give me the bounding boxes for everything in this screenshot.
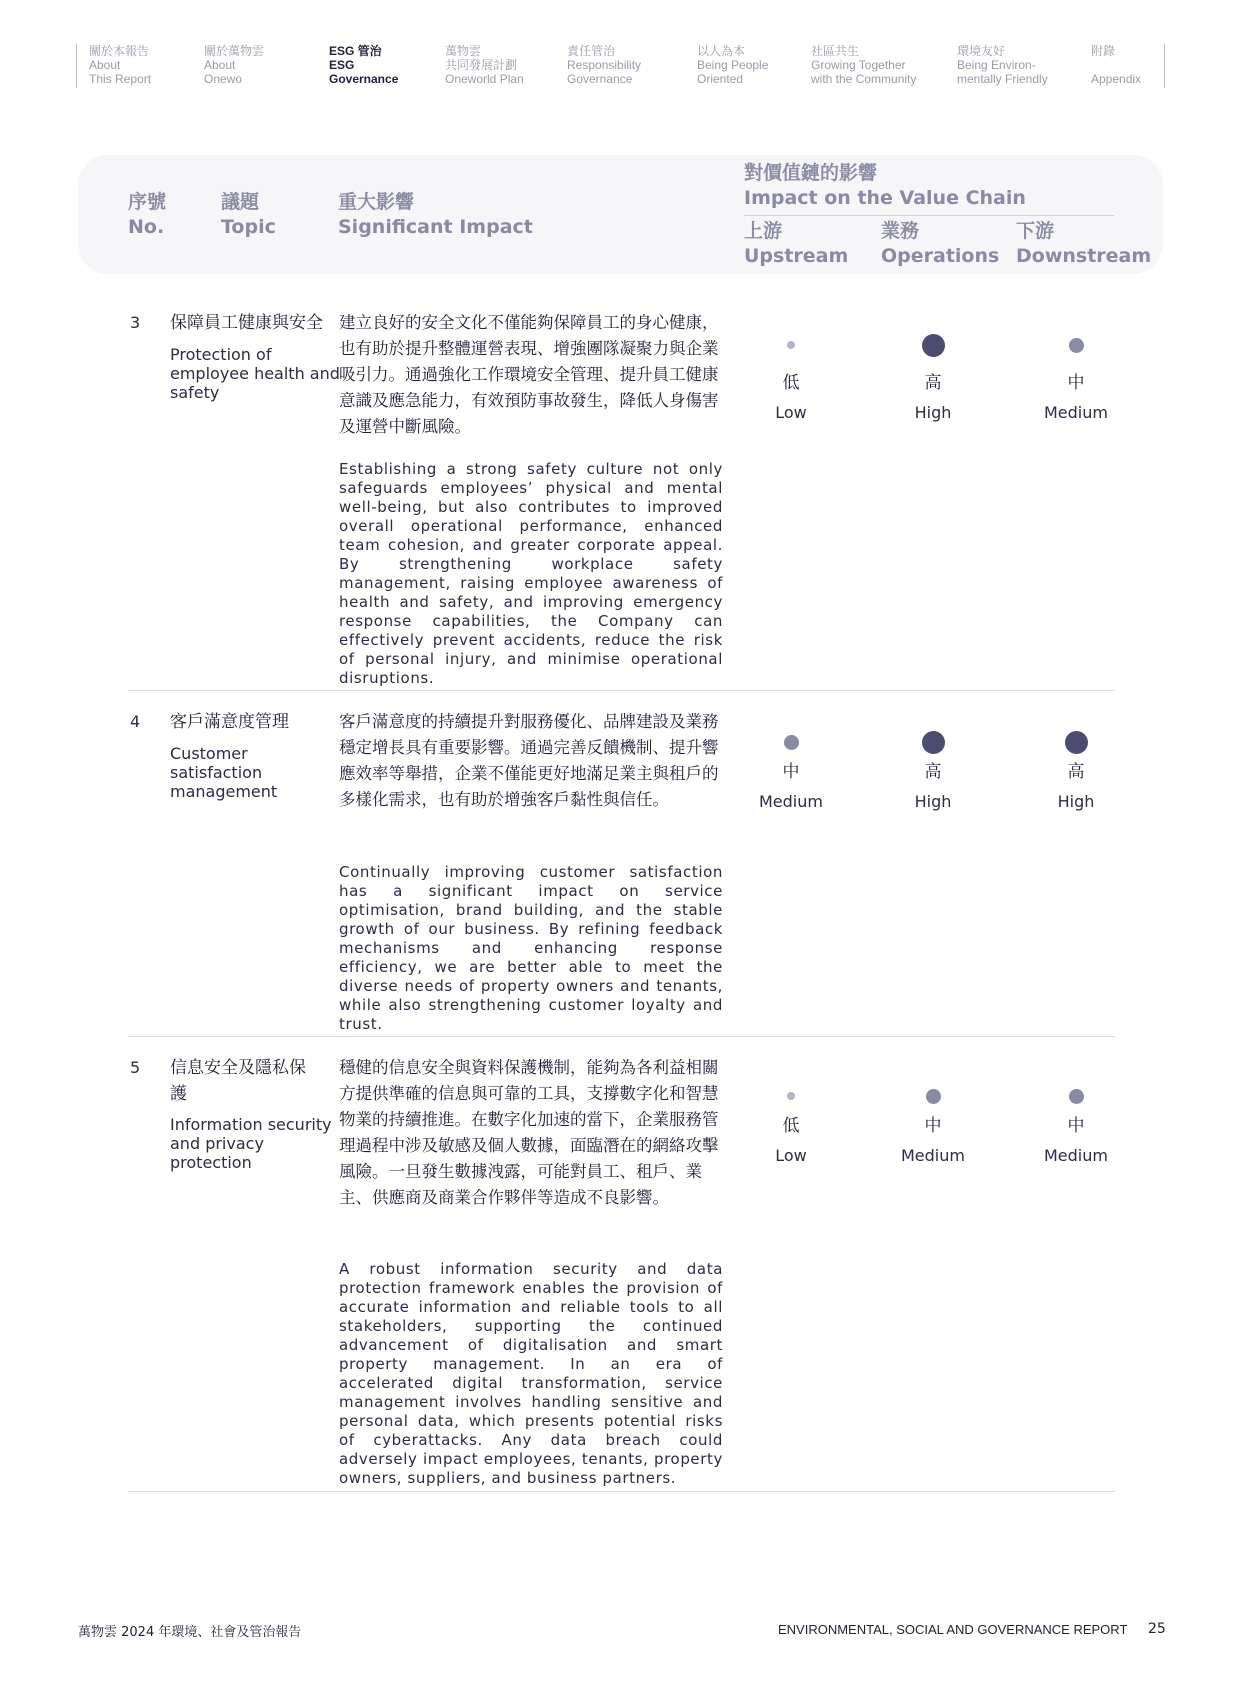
nav-label-zh: 責任管治 — [567, 44, 616, 58]
impact-dot — [1065, 731, 1088, 754]
nav-label-en2: with the Community — [811, 72, 917, 86]
header-downstream — [1016, 219, 1151, 269]
level-zh: 中 — [1067, 1116, 1085, 1136]
header-value-chain — [744, 161, 1026, 211]
table-row — [128, 1055, 1115, 1487]
top-navigation — [76, 44, 1165, 88]
nav-label-en1: Growing Together — [811, 58, 906, 72]
nav-item-oneworld-plan[interactable] — [445, 44, 524, 86]
level-zh: 高 — [1067, 762, 1085, 782]
nav-label-en2: Governance — [329, 72, 399, 86]
nav-label-en1 — [1091, 58, 1141, 72]
topic-en: Customer satisfaction management — [170, 744, 278, 801]
header-impact-zh: 重大影響 — [338, 191, 415, 213]
header-operations-en: Operations — [881, 245, 1000, 267]
nav-item-being-people-oriented[interactable] — [697, 44, 768, 86]
header-downstream-zh: 下游 — [1016, 220, 1055, 242]
impact-dot — [922, 334, 945, 357]
upstream-impact — [736, 729, 846, 812]
nav-label-zh: 關於本報告 — [89, 44, 150, 58]
nav-label-en1: Being People — [697, 58, 769, 72]
header-impact — [338, 190, 533, 240]
impact-dot — [1069, 338, 1084, 353]
nav-item-esg-governance[interactable] — [329, 44, 398, 86]
nav-label-en2: mentally Friendly — [957, 72, 1048, 86]
nav-item-environment[interactable] — [957, 44, 1048, 86]
nav-label-en1: Being Environ- — [957, 58, 1036, 72]
level-zh: 中 — [924, 1116, 942, 1136]
table-row — [128, 709, 1115, 1034]
impact-dot — [787, 1092, 795, 1100]
impact-zh: 建立良好的安全文化不僅能夠保障員工的身心健康，也有助於提升整體運營表現、增強團隊凝聚力與企業吸引力。通過強化工作環境安全管理、提升員工健康意識及應急能力，有效預防事故發生，降低人身傷害及運營中斷風險。 — [339, 313, 719, 436]
level-en: Medium — [759, 792, 823, 811]
nav-label-en2: Onewo — [204, 72, 243, 86]
topic-zh: 客戶滿意度管理 — [170, 712, 289, 732]
operations-impact — [878, 1083, 988, 1166]
header-no-zh: 序號 — [128, 191, 167, 213]
header-operations — [881, 219, 999, 269]
row-divider — [128, 1036, 1115, 1037]
level-zh: 高 — [924, 373, 942, 393]
row-number: 5 — [130, 1058, 141, 1077]
downstream-impact — [1021, 729, 1131, 812]
level-zh: 低 — [782, 1116, 800, 1136]
footer-report-title-en: ENVIRONMENTAL, SOCIAL AND GOVERNANCE REPORT — [778, 1622, 1128, 1637]
impact-dot — [787, 341, 795, 349]
topic-en: Protection of employee health and safety — [170, 345, 340, 402]
header-topic — [221, 190, 276, 240]
level-zh: 低 — [782, 373, 800, 393]
topic-zh: 信息安全及隱私保護 — [170, 1058, 306, 1104]
header-divider — [744, 215, 1114, 216]
topic-en: Information security and privacy protection — [170, 1115, 332, 1172]
nav-label-en1: Responsibility — [567, 58, 642, 72]
nav-label-en1: ESG — [329, 58, 355, 72]
header-topic-en: Topic — [221, 216, 276, 238]
header-upstream — [744, 219, 848, 269]
level-en: High — [914, 792, 952, 811]
nav-label-zh: 環境友好 — [957, 44, 1006, 58]
impact-en: Establishing a strong safety culture not only safeguards employees’ physical and mental well-being, but also contributes to improved overall operational performance, enhanced team cohesion, and greater corporate appeal. By strengthening workplace safety management, raising employee awareness of health and safety, and improving emergency response capabilities, the Company can effectively prevent accidents, reduce the risk of personal injury, and minimise operational disruptions. — [339, 460, 723, 687]
impact-zh: 客戶滿意度的持續提升對服務優化、品牌建設及業務穩定增長具有重要影響。通過完善反饋機制、提升響應效率等舉措，企業不僅能更好地滿足業主與租戶的多樣化需求，也有助於增強客戶黏性與信任。 — [339, 712, 719, 809]
level-en: Low — [775, 403, 807, 422]
nav-item-about-onewo[interactable] — [204, 44, 264, 86]
nav-label-en2: Governance — [567, 72, 633, 86]
impact-dot — [784, 735, 799, 750]
nav-label-zh: 社區共生 — [811, 44, 860, 58]
nav-label-zh: 附錄 — [1091, 44, 1116, 58]
level-en: Medium — [1044, 1146, 1108, 1165]
level-en: Medium — [1044, 403, 1108, 422]
level-en: High — [1057, 792, 1095, 811]
nav-label-en1: About — [204, 58, 236, 72]
level-zh: 高 — [924, 762, 942, 782]
nav-label-en2: Oriented — [697, 72, 744, 86]
level-en: High — [914, 403, 952, 422]
topic-zh: 保障員工健康與安全 — [170, 313, 323, 333]
nav-label-en1: About — [89, 58, 121, 72]
impact-dot — [1069, 1089, 1084, 1104]
nav-label-zh: ESG 管治 — [329, 44, 382, 58]
level-en: Medium — [901, 1146, 965, 1165]
table-row — [128, 310, 1115, 690]
header-upstream-zh: 上游 — [744, 220, 783, 242]
header-no-en: No. — [128, 216, 165, 238]
nav-label-en2: This Report — [89, 72, 152, 86]
nav-label-en1: 共同發展計劃 — [445, 58, 518, 72]
nav-label-en2: Appendix — [1091, 72, 1142, 86]
impact-en: Continually improving customer satisfaction has a significant impact on service optimisation, brand building, and the stable growth of our business. By refining feedback mechanisms and enhancing response efficiency, we are better able to meet the diverse needs of property owners and tenants, while also strengthening customer loyalty and trust. — [339, 863, 723, 1033]
downstream-impact — [1021, 1083, 1131, 1166]
upstream-impact — [736, 1083, 846, 1166]
header-topic-zh: 議題 — [221, 191, 260, 213]
nav-item-responsibility-governance[interactable] — [567, 44, 641, 86]
impact-en: A robust information security and data protection framework enables the provision of accurate information and reliable tools to all stakeholders, supporting the continued advancement of digitalisation and smart property management. In an era of accelerated digital transformation, service management involves handling sensitive and personal data, which presents potential risks of cyberattacks. Any data breach could adversely impact employees, tenants, property owners, suppliers, and business partners. — [339, 1260, 723, 1487]
row-number: 3 — [130, 313, 141, 332]
upstream-impact — [736, 332, 846, 423]
downstream-impact — [1021, 332, 1131, 423]
operations-impact — [878, 332, 988, 423]
operations-impact — [878, 729, 988, 812]
row-divider — [128, 690, 1115, 691]
nav-item-appendix[interactable] — [1091, 44, 1141, 86]
header-value-chain-zh: 對價值鏈的影響 — [744, 162, 878, 184]
nav-label-en2: Oneworld Plan — [445, 72, 524, 86]
header-no — [128, 190, 166, 240]
row-divider — [128, 1491, 1115, 1492]
impact-zh: 穩健的信息安全與資料保護機制，能夠為各利益相關方提供準確的信息與可靠的工具，支撐數字化和智慧物業的持續推進。在數字化加速的當下，企業服務管理過程中涉及敏感及個人數據，面臨潛在的網絡攻擊風險。一旦發生數據洩露，可能對員工、租戶、業主、供應商及商業合作夥伴等造成不良影響。 — [339, 1058, 719, 1207]
footer-report-title-zh: 萬物雲 2024 年環境、社會及管治報告 — [78, 1625, 302, 1640]
row-number: 4 — [130, 712, 141, 731]
nav-label-zh: 關於萬物雲 — [204, 44, 265, 58]
header-upstream-en: Upstream — [744, 245, 849, 267]
header-downstream-en: Downstream — [1016, 245, 1152, 267]
nav-label-zh: 以人為本 — [697, 44, 746, 58]
page-number: 25 — [1148, 1621, 1166, 1637]
header-operations-zh: 業務 — [881, 220, 920, 242]
nav-item-about-report[interactable] — [89, 44, 151, 86]
level-zh: 中 — [1067, 373, 1085, 393]
header-value-chain-en: Impact on the Value Chain — [744, 187, 1026, 209]
nav-item-community[interactable] — [811, 44, 916, 86]
impact-dot — [922, 731, 945, 754]
header-impact-en: Significant Impact — [338, 216, 533, 238]
impact-dot — [926, 1089, 941, 1104]
level-zh: 中 — [782, 762, 800, 782]
level-en: Low — [775, 1146, 807, 1165]
nav-label-zh: 萬物雲 — [445, 44, 482, 58]
